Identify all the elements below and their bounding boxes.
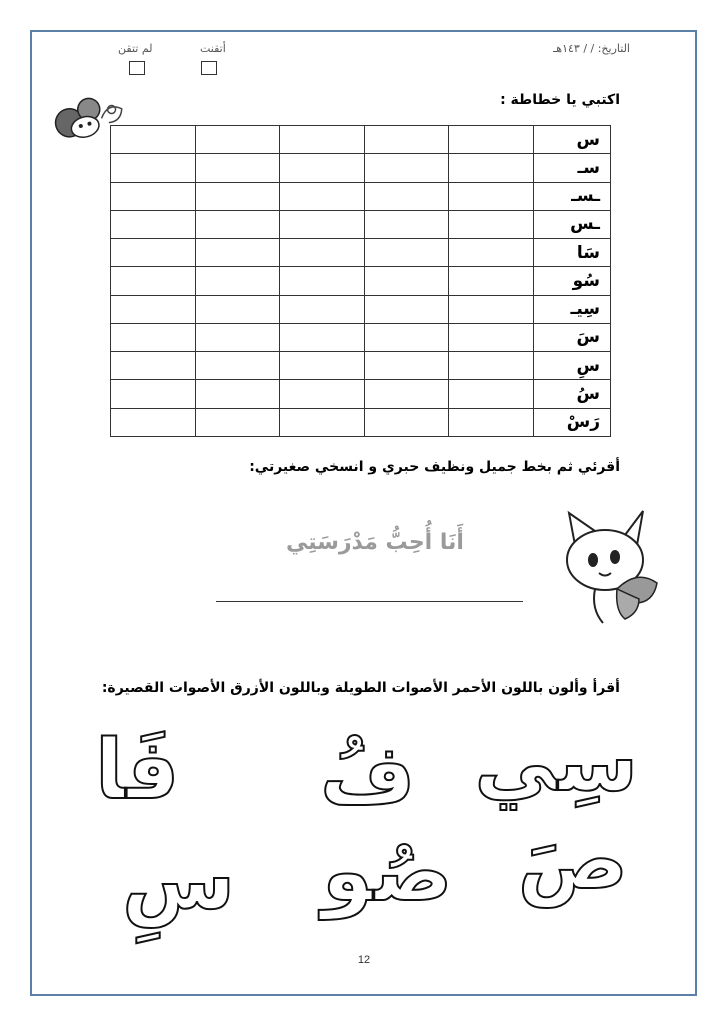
writing-cell[interactable] (364, 239, 449, 267)
writing-cell[interactable] (449, 267, 534, 295)
writing-cell[interactable] (195, 239, 280, 267)
grid-row (111, 323, 611, 351)
grid-row (111, 267, 611, 295)
grid-row (111, 352, 611, 380)
writing-cell[interactable] (364, 267, 449, 295)
writing-cell[interactable] (449, 408, 534, 436)
section2-title: أقرئي ثم بخط جميل ونظيف حبري و انسخي صغيرتي: (249, 459, 620, 475)
writing-cell[interactable] (111, 239, 196, 267)
writing-cell[interactable] (280, 182, 365, 210)
writing-cell[interactable] (449, 295, 534, 323)
writing-cell[interactable] (195, 154, 280, 182)
grid-letter: سُ (534, 380, 611, 408)
grid-letter: ـس (534, 210, 611, 238)
grid-letter: ـسـ (534, 182, 611, 210)
word-fa[interactable]: فَا (95, 723, 180, 818)
writing-cell[interactable] (195, 210, 280, 238)
writing-cell[interactable] (280, 267, 365, 295)
writing-cell[interactable] (364, 154, 449, 182)
grid-letter: سَ (534, 323, 611, 351)
not-mastered-label: لم تتقن (118, 42, 153, 55)
writing-cell[interactable] (364, 380, 449, 408)
cat-clipart-icon (555, 505, 665, 625)
writing-cell[interactable] (280, 154, 365, 182)
writing-cell[interactable] (111, 352, 196, 380)
section3-title: أقرأ وألون باللون الأحمر الأصوات الطويلة وباللون الأزرق الأصوات القصيرة: (101, 680, 620, 696)
writing-cell[interactable] (111, 210, 196, 238)
writing-cell[interactable] (280, 210, 365, 238)
trace-sentence: أَنَا أُحِبُّ مَدْرَسَتِي (286, 530, 464, 555)
writing-cell[interactable] (111, 126, 196, 154)
writing-cell[interactable] (195, 380, 280, 408)
writing-cell[interactable] (111, 295, 196, 323)
writing-cell[interactable] (449, 210, 534, 238)
writing-cell[interactable] (364, 408, 449, 436)
writing-cell[interactable] (195, 126, 280, 154)
writing-cell[interactable] (111, 182, 196, 210)
word-si[interactable]: سِي (474, 715, 638, 810)
writing-cell[interactable] (280, 323, 365, 351)
grid-row (111, 126, 611, 154)
writing-cell[interactable] (364, 210, 449, 238)
date-field: التاريخ: / / ١٤٣هـ (553, 42, 630, 55)
grid-row (111, 154, 611, 182)
grid-row (111, 210, 611, 238)
writing-cell[interactable] (195, 408, 280, 436)
writing-cell[interactable] (111, 154, 196, 182)
word-sin[interactable]: سِ (122, 833, 236, 928)
grid-letter: سِ (534, 352, 611, 380)
writing-cell[interactable] (449, 380, 534, 408)
grid-row (111, 295, 611, 323)
writing-cell[interactable] (111, 267, 196, 295)
grid-letter: رَسْ (534, 408, 611, 436)
writing-cell[interactable] (364, 295, 449, 323)
writing-cell[interactable] (449, 182, 534, 210)
writing-line[interactable] (216, 601, 523, 602)
writing-cell[interactable] (195, 182, 280, 210)
word-fu[interactable]: فُ (320, 728, 416, 823)
writing-cell[interactable] (364, 182, 449, 210)
writing-cell[interactable] (280, 126, 365, 154)
writing-cell[interactable] (195, 295, 280, 323)
writing-cell[interactable] (364, 352, 449, 380)
mastered-checkbox[interactable] (201, 61, 217, 75)
practice-grid (110, 125, 611, 437)
word-suu[interactable]: صُو (322, 825, 453, 920)
writing-cell[interactable] (280, 408, 365, 436)
section1-title: اكتبي يا خطاطة : (500, 92, 620, 108)
grid-letter: سـ (534, 154, 611, 182)
writing-cell[interactable] (111, 323, 196, 351)
word-sa[interactable]: صَ (517, 813, 628, 908)
grid-row (111, 182, 611, 210)
grid-row (111, 239, 611, 267)
writing-cell[interactable] (364, 323, 449, 351)
grid-letter: س (534, 126, 611, 154)
writing-cell[interactable] (449, 352, 534, 380)
writing-cell[interactable] (195, 323, 280, 351)
writing-cell[interactable] (449, 154, 534, 182)
not-mastered-checkbox[interactable] (129, 61, 145, 75)
writing-cell[interactable] (111, 408, 196, 436)
writing-cell[interactable] (111, 380, 196, 408)
writing-cell[interactable] (280, 352, 365, 380)
writing-cell[interactable] (280, 239, 365, 267)
writing-cell[interactable] (449, 239, 534, 267)
page-number: 12 (357, 954, 371, 966)
grid-letter: سَا (534, 239, 611, 267)
writing-cell[interactable] (280, 295, 365, 323)
writing-cell[interactable] (195, 267, 280, 295)
mastered-label: أتقنت (200, 42, 226, 55)
grid-letter: سُو (534, 267, 611, 295)
writing-cell[interactable] (449, 126, 534, 154)
writing-cell[interactable] (364, 126, 449, 154)
grid-row (111, 408, 611, 436)
writing-cell[interactable] (449, 323, 534, 351)
grid-row (111, 380, 611, 408)
writing-cell[interactable] (280, 380, 365, 408)
grid-letter: سِيـ (534, 295, 611, 323)
writing-cell[interactable] (195, 352, 280, 380)
